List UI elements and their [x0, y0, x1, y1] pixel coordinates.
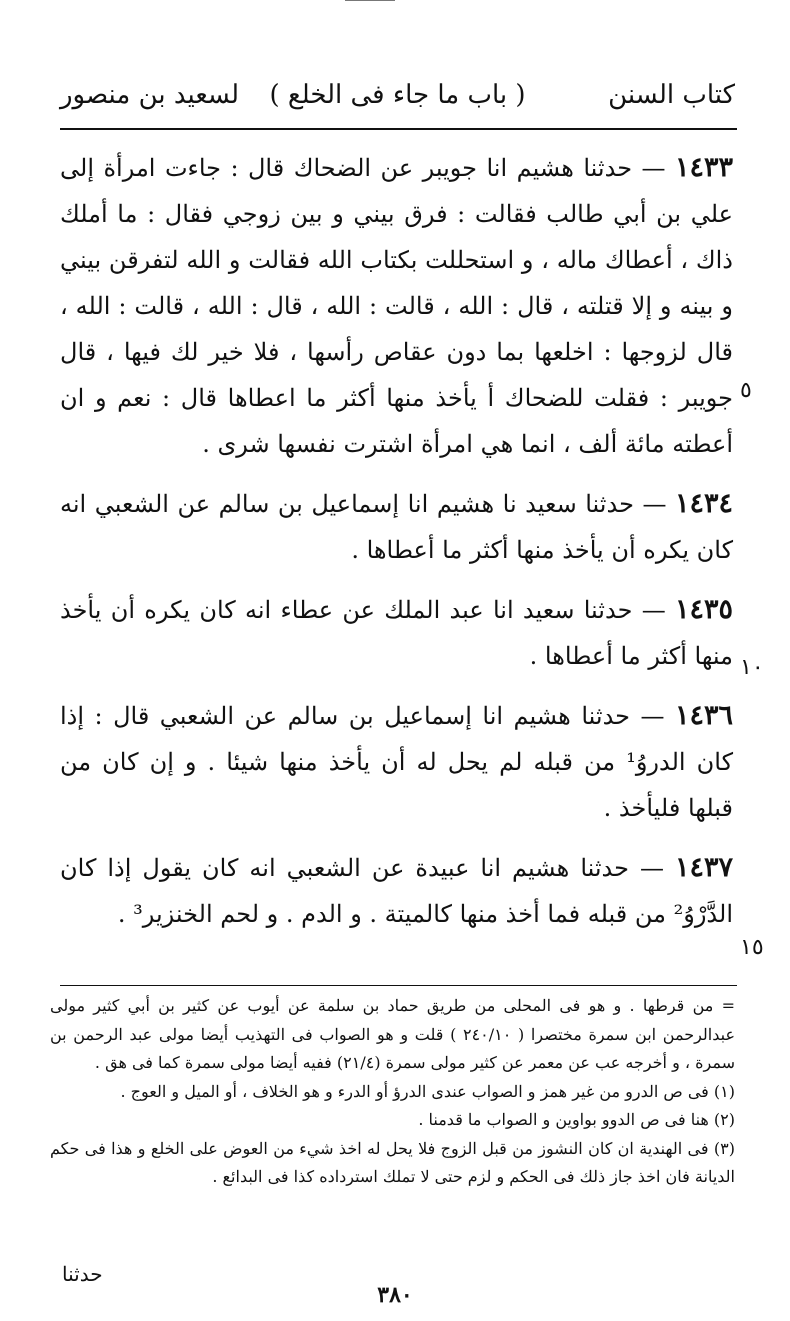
hadith-number: ١٤٣٣ [674, 152, 733, 183]
header-book-title: كتاب السنن [608, 80, 735, 110]
top-edge-mark [345, 0, 395, 1]
hadith-text: — حدثنا سعيد نا هشيم انا إسماعيل بن سالم عن الشعبي انه كان يكره أن يأخذ منها أكثر ما أعطاها . [60, 490, 733, 564]
header-rule [60, 128, 737, 130]
hadith-1435 [60, 587, 733, 679]
hadith-number: ١٤٣٦ [674, 700, 733, 731]
margin-line-number: ٥ [740, 378, 752, 403]
header-author: لسعيد بن منصور [60, 80, 240, 110]
hadith-number: ١٤٣٥ [674, 594, 733, 625]
hadith-text: — حدثنا هشيم انا عبيدة عن الشعبي انه كان يقول إذا كان الدَّرْوُ² من قبله فما أخذ منها كالميتة . و الدم . و لحم الخنزير³ . [60, 854, 733, 928]
hadith-text: — حدثنا هشيم انا إسماعيل بن سالم عن الشعبي قال : إذا كان الدروُ¹ من قبله لم يحل له أن يأخذ منها شيئا . و إن كان من قبلها فليأخذ . [60, 702, 733, 822]
margin-line-number: ١٥ [740, 935, 764, 960]
hadith-1437 [60, 845, 733, 937]
page-number: ٣٨٠ [377, 1282, 413, 1308]
hadith-number: ١٤٣٧ [674, 852, 733, 883]
running-header [60, 80, 735, 124]
header-chapter-title: ( باب ما جاء فى الخلع ) [269, 80, 526, 110]
hadith-text: — حدثنا سعيد انا عبد الملك عن عطاء انه كان يكره أن يأخذ منها أكثر ما أعطاها . [60, 596, 733, 670]
hadith-text: — حدثنا هشيم انا جويبر عن الضحاك قال : جاءت امرأة إلى علي بن أبي طالب فقالت : فرق بيني و بين زوجي فقال : ما أملك ذاك ، أعطاك ماله ، و استحللت بكتاب الله فقالت و الله لتفرقن بيني و بينه و إلا قتلته ، قال : الله ، قالت : الله ، قال : الله ، قالت : الله ، قال لزوجها : اخلعها بما دون عقاص رأسها ، فلا خير لك فيها ، قال جويبر : فقلت للضحاك أ يأخذ منها أكثر ما اعطاها قال : نعم و ان أعطته مائة ألف ، انما هي امرأة اشترت نفسها شرى . [60, 154, 733, 458]
footnote-rule [60, 985, 737, 986]
catchword: حدثنا [62, 1262, 103, 1286]
hadith-1433 [60, 145, 733, 467]
footnote-1: (١) فى ص الدرو من غير همز و الصواب عندى الدرؤ أو الدرء و هو الخلاف ، أو الميل و العوج . [120, 1081, 735, 1101]
hadith-1436 [60, 693, 733, 831]
margin-line-number: ١٠ [740, 655, 764, 680]
footnote-2: (٢) هنا فى ص الدوو بواوين و الصواب ما قدمنا . [418, 1110, 735, 1129]
footnotes [50, 992, 735, 1192]
footnote-continuation: = من قرطها . و هو فى المحلى من طريق حماد بن سلمة عن أيوب عن كثير بن أبي كثير مولى عبدالرحمن ابن سمرة مختصرا ( ٢٤٠/١٠ ) قلت و هو الصواب فى التهذيب أيضا مولى عبد الرحمن بن سمرة ، و أخرجه عب عن معمر عن كثير مولى سمرة (٢١/٤) ففيه أيضا مولى سمرة كما فى هق . [50, 996, 736, 1072]
hadith-1434 [60, 481, 733, 573]
main-text [60, 145, 733, 951]
hadith-number: ١٤٣٤ [674, 488, 733, 519]
footnote-3: (٣) فى الهندية ان كان النشوز من قبل الزوج فلا يحل له اخذ شيء من العوض على الخلع و هذا فى حكم الديانة فان اخذ جاز ذلك فى الحكم و لزم حتى لا تملك استرداده كذا فى البدائع . [50, 1138, 735, 1186]
